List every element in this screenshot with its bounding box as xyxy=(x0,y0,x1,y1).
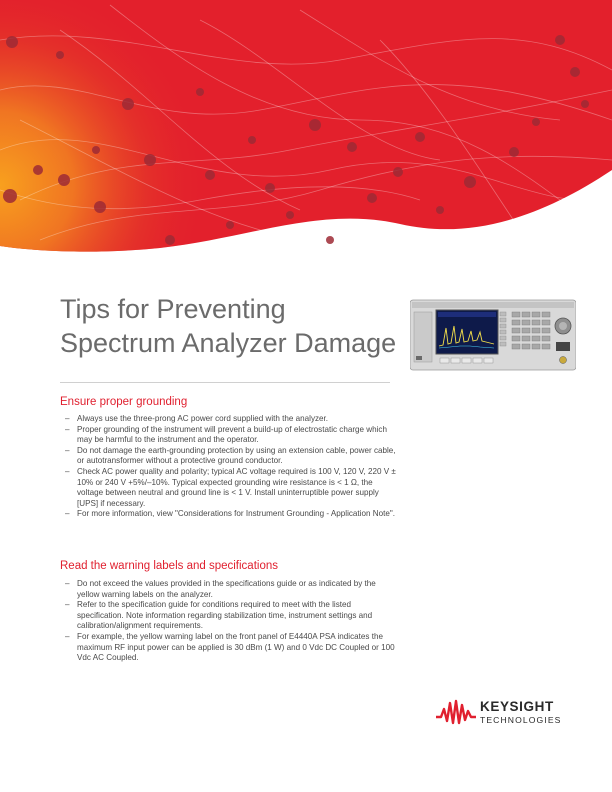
section-heading-grounding: Ensure proper grounding xyxy=(60,396,188,408)
logo-sub-text: TECHNOLOGIES xyxy=(480,715,562,725)
list-item: – Do not exceed the values provided in the specifications guide or as indicated by the yellow warning labels on the analyzer. xyxy=(60,579,400,600)
page-title: Tips for Preventing Spectrum Analyzer Damage xyxy=(60,294,397,358)
tag-line-1: TECHNICAL xyxy=(491,226,574,238)
hero-banner xyxy=(0,0,612,262)
section-heading-warning-labels: Read the warning labels and specifications xyxy=(60,560,278,572)
list-item: – For example, the yellow warning label on the front panel of E4440A PSA indicates the maximum RF input power can be applied is 30 dBm (1 W) and 0 Vdc DC Coupled or 100 Vdc AC Coupled. xyxy=(60,632,400,664)
network-graphic xyxy=(0,0,612,262)
keysight-wave-icon xyxy=(436,699,476,725)
list-item: – Always use the three-prong AC power cord supplied with the analyzer. xyxy=(60,414,400,425)
title-divider xyxy=(60,382,390,383)
list-item: – Proper grounding of the instrument will prevent a build-up of electrostatic charge which may be harmful to the instrument and the operator. xyxy=(60,425,400,446)
warning-labels-list xyxy=(60,579,400,664)
keysight-logo xyxy=(436,697,586,729)
tag-line-2: OVERVIEW xyxy=(496,239,574,251)
grounding-list xyxy=(60,414,400,520)
list-item: – Refer to the specification guide for conditions required to meet with the listed specification. Note information regarding stabilization time, instrument settings and calibration/alignment requirements. xyxy=(60,600,400,632)
list-item: – Check AC power quality and polarity; typical AC voltage required is 100 V, 120 V, 220 V ± 10% or 240 V +5%/–10%. Typical expected grounding wire resistance is < 1 Ω, the voltage between neutral and ground line is < 1 V. Install uninterruptible power supply [UPS] if necessary. xyxy=(60,467,400,509)
list-item: – For more information, view "Considerations for Instrument Grounding - Application Note". xyxy=(60,509,400,520)
document-type-tag xyxy=(491,226,574,252)
spectrum-analyzer-image xyxy=(410,298,576,372)
logo-brand-text: KEYSIGHT xyxy=(480,699,554,714)
list-item: – Do not damage the earth-grounding protection by using an extension cable, power cable, or autotransformer without a protective ground conductor. xyxy=(60,446,400,467)
